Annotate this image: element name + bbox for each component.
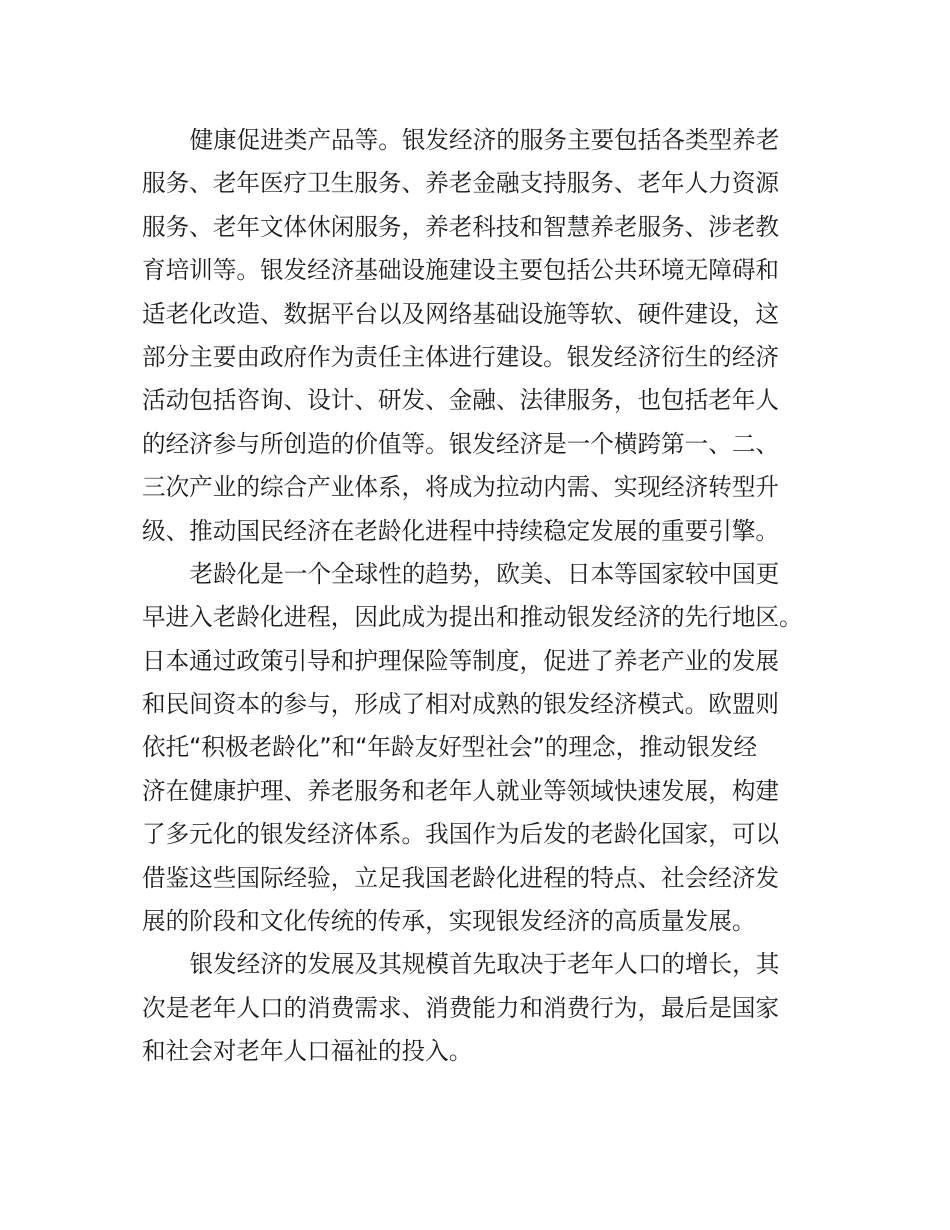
text-line: 了多元化的银发经济体系。我国作为后发的老龄化国家，可以 [142,820,780,849]
text-line: 次是老年人口的消费需求、消费能力和消费行为，最后是国家 [142,993,780,1022]
text-line: 三次产业的综合产业体系，将成为拉动内需、实现经济转型升 [142,473,780,502]
document-page [142,119,812,1074]
text-line: 服务、老年文体休闲服务，养老科技和智慧养老服务、涉老教 [142,212,780,241]
text-line: 服务、老年医疗卫生服务、养老金融支持服务、老年人力资源 [142,169,780,198]
text-line: 早进入老龄化进程，因此成为提出和推动银发经济的先行地区。 [142,603,803,632]
paragraph-1 [142,119,812,553]
text-line: 级、推动国民经济在老龄化进程中持续稳定发展的重要引擎。 [142,516,780,545]
paragraph-2 [142,553,812,944]
text-line: 和社会对老年人口福祉的投入。 [142,1037,473,1066]
paragraph-3 [142,943,812,1073]
text-line: 借鉴这些国际经验，立足我国老龄化进程的特点、社会经济发 [142,863,780,892]
text-line: 展的阶段和文化传统的传承，实现银发经济的高质量发展。 [142,907,756,936]
text-line: 和民间资本的参与，形成了相对成熟的银发经济模式。欧盟则 [142,690,780,719]
text-line: 日本通过政策引导和护理保险等制度，促进了养老产业的发展 [142,646,780,675]
text-line: 部分主要由政府作为责任主体进行建设。银发经济衍生的经济 [142,342,780,371]
text-line: 银发经济的发展及其规模首先取决于老年人口的增长，其 [189,950,780,979]
text-line: 育培训等。银发经济基础设施建设主要包括公共环境无障碍和 [142,256,780,285]
text-line: 依托“积极老龄化”和“年龄友好型社会”的理念，推动银发经 [142,733,758,762]
text-line: 健康促进类产品等。银发经济的服务主要包括各类型养老 [189,126,780,154]
text-line: 适老化改造、数据平台以及网络基础设施等软、硬件建设，这 [142,299,780,328]
text-line: 的经济参与所创造的价值等。银发经济是一个横跨第一、二、 [142,429,780,458]
text-line: 老龄化是一个全球性的趋势，欧美、日本等国家较中国更 [189,559,780,588]
text-line: 济在健康护理、养老服务和老年人就业等领域快速发展，构建 [142,776,780,805]
text-line: 活动包括咨询、设计、研发、金融、法律服务，也包括老年人 [142,386,780,415]
